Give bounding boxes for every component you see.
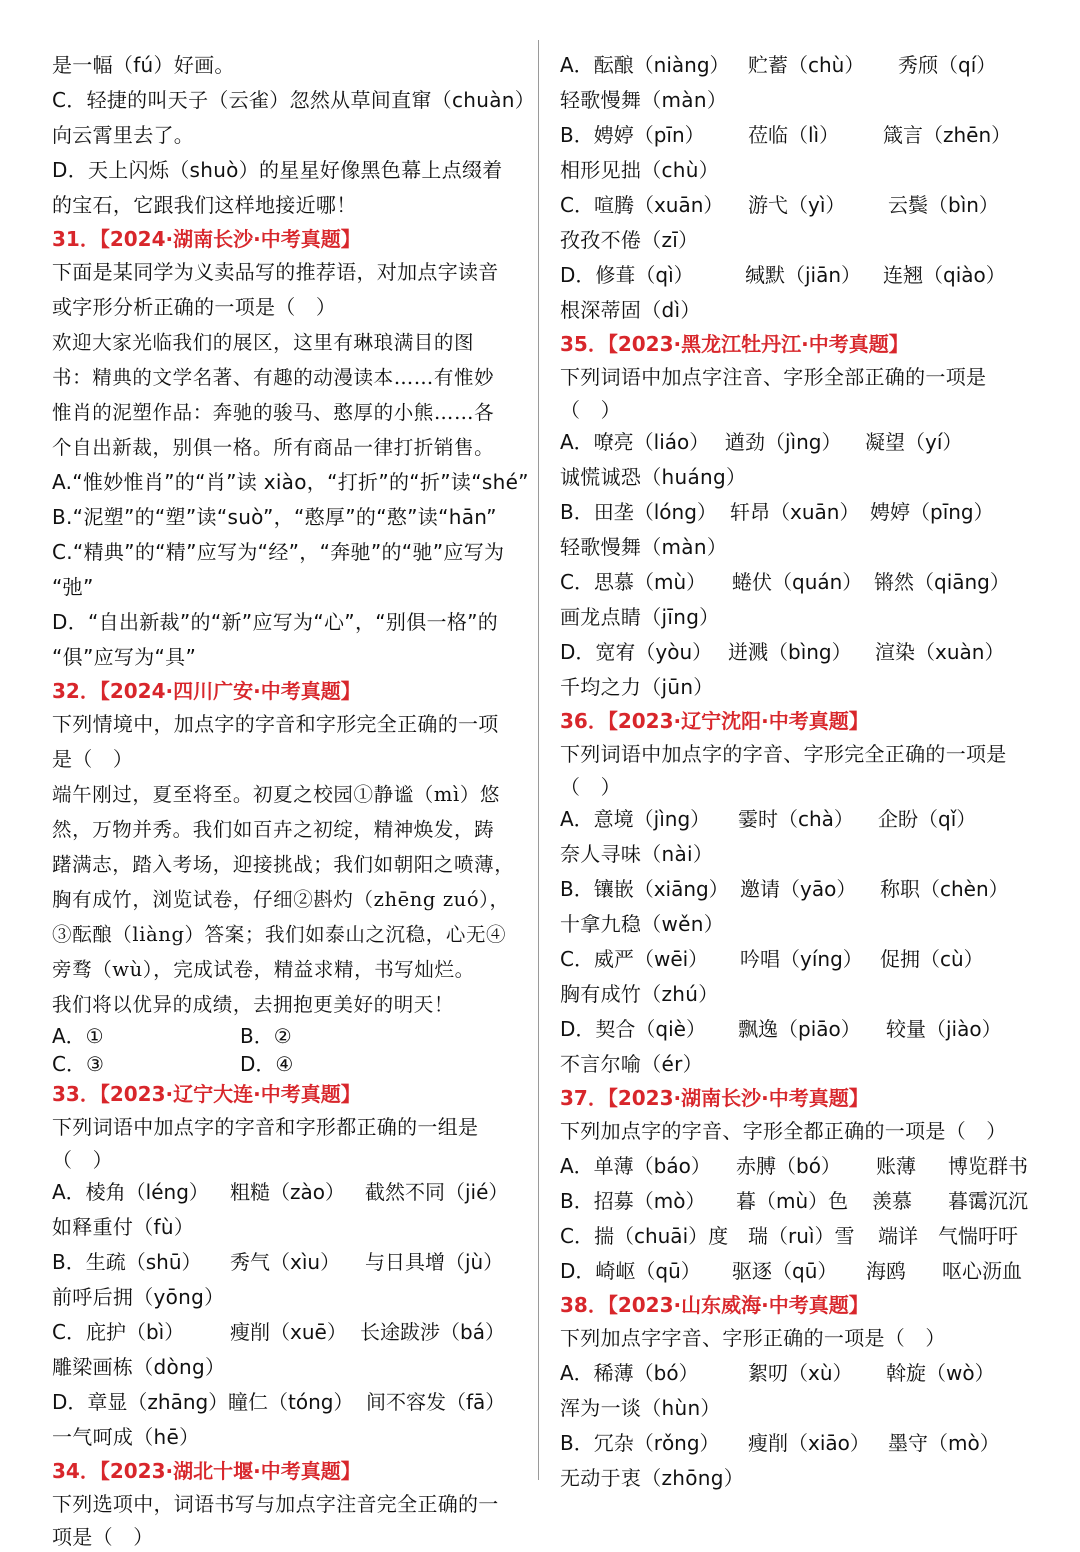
option-row (560, 872, 1042, 907)
text-line: 奈人寻味（nài） (560, 842, 714, 866)
passage-line: 然，万物并秀。我们如百卉之初绽，精神焕发，踌 (52, 818, 495, 841)
option-cell: A．棱角（léng） (52, 1180, 209, 1204)
question-heading: 31．【2024·湖南长沙·中考真题】 (52, 227, 361, 251)
text-line: 十拿九稳（wěn） (560, 912, 725, 936)
text-line: 下列加点字的字音、字形全都正确的一项是（ ） (560, 1119, 1007, 1143)
left-column (52, 48, 536, 1552)
option-cell: A．意境（jìng） (560, 807, 711, 831)
option-cell: 吟唱（yíng） (740, 947, 863, 971)
text-line: 下列词语中加点字注音、字形全部正确的一项是 (560, 365, 987, 389)
option-cell: 游弋（yì） (748, 193, 846, 217)
text-line: 诚慌诚恐（huáng） (560, 465, 747, 489)
text-line: B.“泥塑”的“塑”读“suò”，“憨厚”的“憨”读“hān” (52, 505, 497, 529)
option-cell: 瑞（ruì）雪 (748, 1224, 855, 1248)
option-cell: 海鸥 (866, 1259, 906, 1283)
option-cell: B．生疏（shū） (52, 1250, 202, 1274)
option-cell: D．修葺（qì） (560, 263, 694, 287)
text-line: 如释重付（fù） (52, 1215, 195, 1239)
option-row (560, 48, 1042, 83)
option-cell: 驱逐（qū） (732, 1259, 838, 1283)
option-cell: 轩昂（xuān） (730, 500, 860, 524)
option-cell: A．嘹亮（liáo） (560, 430, 710, 454)
text-line: 轻歌慢舞（màn） (560, 88, 728, 112)
option-row (52, 1385, 530, 1420)
option-cell: C．庇护（bì） (52, 1320, 185, 1344)
text-line: 下面是某同学为义卖品写的推荐语，对加点字读音 (52, 260, 499, 284)
option-cell: 长途跋涉（bá） (360, 1320, 505, 1344)
passage-line: 躇满志，踏入考场，迎接挑战；我们如朝阳之喷薄， (52, 853, 515, 876)
option-cell: C．喧腾（xuān） (560, 193, 724, 217)
option-cell: D．崎岖（qū） (560, 1259, 701, 1283)
question-heading: 35．【2023·黑龙江牡丹江·中考真题】 (560, 332, 909, 356)
option-cell: 渲染（xuàn） (875, 640, 1005, 664)
question-heading: 37．【2023·湖南长沙·中考真题】 (560, 1086, 869, 1110)
option-cell: 较量（jiào） (886, 1017, 1002, 1041)
passage-line: 胸有成竹，浏览试卷，仔细②斟灼（zhēng zuó）， (52, 888, 510, 911)
option-row (52, 1245, 530, 1280)
text-line: 雕梁画栋（dòng） (52, 1355, 226, 1379)
option-cell: 赤膊（bó） (736, 1154, 841, 1178)
text-line: 下列选项中，词语书写与加点字注音完全正确的一 (52, 1492, 499, 1516)
text-line: D．“自出新裁”的“新”应写为“心”，“别俱一格”的 (52, 610, 499, 634)
question-heading: 38．【2023·山东威海·中考真题】 (560, 1293, 869, 1317)
option-cell: 暮霭沉沉 (948, 1189, 1028, 1213)
text-line: 无动于衷（zhōng） (560, 1466, 745, 1490)
option-cell: 暮（mù）色 (736, 1189, 849, 1213)
option-cell: C．揣（chuāi）度 (560, 1224, 729, 1248)
text-line: 轻歌慢舞（màn） (560, 535, 728, 559)
option-cell: 瘦削（xiāo） (748, 1431, 870, 1455)
text-line: 浑为一谈（hùn） (560, 1396, 721, 1420)
text-line: （ ） (560, 398, 621, 422)
passage-line: 个自出新裁，别俱一格。所有商品一律打折销售。 (52, 436, 495, 459)
option-cell: B．田垄（lóng） (560, 500, 717, 524)
text-line: 下列词语中加点字的字音、字形完全正确的一项是 (560, 742, 1007, 766)
option-cell: 云鬓（bìn） (888, 193, 999, 217)
option-cell: 缄默（jiān） (745, 263, 862, 287)
option-cell: D．章显（zhāng） (52, 1390, 229, 1414)
text-line: 的宝石，它跟我们这样地接近哪！ (52, 193, 357, 217)
option-cell: 箴言（zhēn） (883, 123, 1012, 147)
option-row (560, 1012, 1042, 1047)
option-cell: 企盼（qǐ） (878, 807, 977, 831)
text-line: 下列词语中加点字的字音和字形都正确的一组是 (52, 1115, 479, 1139)
option-cell: 凝望（yí） (865, 430, 963, 454)
option-cell: A．单薄（báo） (560, 1154, 711, 1178)
option-cell: 霎时（chà） (738, 807, 854, 831)
text-line: C.“精典”的“精”应写为“经”，“奔驰”的“驰”应写为 (52, 540, 505, 564)
option-cell: 迸溅（bìng） (728, 640, 852, 664)
text-line: 胸有成竹（zhú） (560, 982, 719, 1006)
option-cell: A．① (52, 1024, 104, 1048)
option-cell: B．镶嵌（xiāng） (560, 877, 729, 901)
text-line: 项是（ ） (52, 1525, 154, 1549)
option-cell: 秀气（xìu） (230, 1250, 341, 1274)
option-row (560, 1149, 1042, 1184)
option-row (560, 802, 1042, 837)
text-line: 下列情境中，加点字的字音和字形完全正确的一项 (52, 712, 499, 736)
option-row (52, 1050, 530, 1078)
option-row (560, 188, 1042, 223)
passage-line: 端午刚过，夏至将至。初夏之校园①静谧（mì）悠 (52, 783, 501, 806)
option-cell: C．思慕（mù） (560, 570, 707, 594)
text-line: 向云霄里去了。 (52, 123, 195, 147)
option-cell: B．招募（mò） (560, 1189, 706, 1213)
text-line: 下列加点字字音、字形正确的一项是（ ） (560, 1326, 946, 1350)
text-line: 是（ ） (52, 747, 134, 771)
right-column (560, 48, 1042, 1496)
option-cell: C．③ (52, 1052, 104, 1076)
passage-line: 旁骛（wù），完成试卷，精益求精，书写灿烂。 (52, 958, 475, 981)
option-cell: B．娉婷（pīn） (560, 123, 705, 147)
column-divider (538, 40, 539, 1480)
text-line: D．天上闪烁（shuò）的星星好像黑色幕上点缀着 (52, 158, 503, 182)
option-cell: 瞳仁（tóng） (228, 1390, 354, 1414)
option-cell: C．威严（wēi） (560, 947, 709, 971)
option-cell: D．④ (240, 1052, 294, 1076)
option-cell: 絮叨（xù） (748, 1361, 853, 1385)
question-heading: 33．【2023·辽宁大连·中考真题】 (52, 1082, 361, 1106)
text-line: 千均之力（jūn） (560, 675, 714, 699)
text-line: 根深蒂固（dì） (560, 298, 701, 322)
question-heading: 34．【2023·湖北十堰·中考真题】 (52, 1459, 361, 1483)
option-cell: 遒劲（jìng） (725, 430, 842, 454)
text-line: C．轻捷的叫天子（云雀）忽然从草间直窜（chuàn） (52, 88, 536, 112)
option-cell: 呕心沥血 (942, 1259, 1022, 1283)
text-line: 或字形分析正确的一项是（ ） (52, 295, 337, 319)
option-cell: 瘦削（xuē） (230, 1320, 347, 1344)
text-line: 不言尔喻（ér） (560, 1052, 703, 1076)
option-row (560, 1184, 1042, 1219)
text-line: “弛” (52, 575, 94, 599)
text-line: 孜孜不倦（zī） (560, 228, 699, 252)
option-cell: 莅临（lì） (748, 123, 840, 147)
option-row (52, 1175, 530, 1210)
option-cell: 邀请（yāo） (740, 877, 857, 901)
option-cell: A．酝酿（niàng） (560, 53, 730, 77)
text-line: 前呼后拥（yōng） (52, 1285, 225, 1309)
option-row (560, 425, 1042, 460)
passage-line: ③酝酿（liàng）答案；我们如泰山之沉稳，心无④ (52, 923, 507, 946)
passage-line: 书：精典的文学名著、有趣的动漫读本……有惟妙 (52, 366, 495, 389)
option-cell: 间不容发（fā） (366, 1390, 506, 1414)
option-cell: 气惴吁吁 (938, 1224, 1018, 1248)
text-line: （ ） (52, 1148, 113, 1172)
option-cell: 娉婷（pīng） (870, 500, 994, 524)
option-row (52, 1022, 530, 1050)
option-row (560, 258, 1042, 293)
passage-line: 我们将以优异的成绩，去拥抱更美好的明天！ (52, 993, 455, 1016)
option-cell: 与日具增（jù） (365, 1250, 504, 1274)
option-cell: 连翘（qiào） (883, 263, 1006, 287)
text-line: （ ） (560, 775, 621, 799)
option-row (560, 1356, 1042, 1391)
option-row (560, 1254, 1042, 1289)
option-cell: 端详 (878, 1224, 918, 1248)
passage-line: 惟肖的泥塑作品：奔驰的骏马、憨厚的小熊……各 (52, 401, 495, 424)
passage-line: 欢迎大家光临我们的展区，这里有琳琅满目的图 (52, 331, 475, 354)
option-row (560, 942, 1042, 977)
option-cell: 贮蓄（chù） (748, 53, 865, 77)
option-cell: D．契合（qiè） (560, 1017, 706, 1041)
option-cell: 锵然（qiāng） (874, 570, 1010, 594)
option-row (560, 1219, 1042, 1254)
option-row (560, 635, 1042, 670)
option-cell: 账薄 (876, 1154, 916, 1178)
option-cell: B．冗杂（rǒng） (560, 1431, 720, 1455)
option-cell: B．② (240, 1024, 292, 1048)
text-line: “俱”应写为“具” (52, 645, 197, 669)
option-cell: 蜷伏（quán） (732, 570, 863, 594)
option-cell: 截然不同（jié） (365, 1180, 509, 1204)
option-cell: 促拥（cù） (880, 947, 984, 971)
question-heading: 32．【2024·四川广安·中考真题】 (52, 679, 361, 703)
option-cell: 墨守（mò） (888, 1431, 1000, 1455)
option-cell: 博览群书 (948, 1154, 1028, 1178)
option-row (52, 1315, 530, 1350)
text-line: 相形见拙（chù） (560, 158, 720, 182)
text-line: 是一幅（fú）好画。 (52, 53, 235, 77)
question-heading: 36．【2023·辽宁沈阳·中考真题】 (560, 709, 869, 733)
option-cell: A．稀薄（bó） (560, 1361, 699, 1385)
option-cell: 羡慕 (872, 1189, 912, 1213)
text-line: 画龙点睛（jīng） (560, 605, 720, 629)
option-row (560, 495, 1042, 530)
text-line: 一气呵成（hē） (52, 1425, 200, 1449)
option-cell: D．宽宥（yòu） (560, 640, 713, 664)
option-row (560, 1426, 1042, 1461)
option-cell: 称职（chèn） (880, 877, 1009, 901)
option-cell: 斡旋（wò） (886, 1361, 995, 1385)
option-cell: 秀颀（qí） (898, 53, 997, 77)
option-row (560, 118, 1042, 153)
option-row (560, 565, 1042, 600)
option-cell: 粗糙（zào） (230, 1180, 345, 1204)
text-line: A.“惟妙惟肖”的“肖”读 xiào，“打折”的“折”读“shé” (52, 470, 529, 494)
option-cell: 飘逸（piāo） (738, 1017, 861, 1041)
